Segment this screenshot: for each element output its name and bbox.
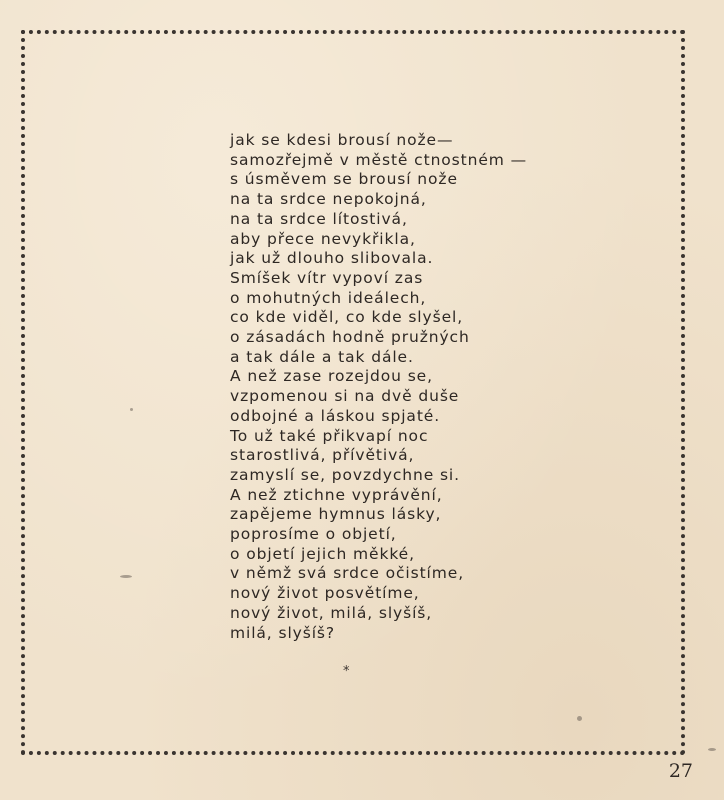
poem-line: To už také přikvapí noc	[230, 426, 429, 445]
poem-line: v němž svá srdce očistíme,	[230, 564, 465, 583]
poem-line: na ta srdce lítostivá,	[230, 209, 408, 228]
page-number: 27	[668, 760, 693, 782]
poem-line: milá, slyšíš?	[230, 623, 336, 642]
poem-line: o zásadách hodně pružných	[230, 328, 470, 347]
poem-line: starostlivá, přívětivá,	[230, 446, 415, 465]
poem-line: o mohutných ideálech,	[230, 288, 427, 307]
poem-line: odbojné a láskou spjaté.	[230, 406, 441, 425]
poem-line: a tak dále a tak dále.	[230, 347, 414, 366]
poem-line: jak už dlouho slibovala.	[230, 249, 434, 268]
poem-line: aby přece nevykřikla,	[230, 229, 416, 248]
poem-line: nový život, milá, slyšíš,	[230, 603, 433, 622]
paper-speck	[120, 575, 132, 578]
paper-speck	[708, 748, 716, 751]
poem-text	[230, 131, 527, 643]
poem-line: vzpomenou si na dvě duše	[230, 387, 460, 406]
poem-line: zamyslí se, povzdychne si.	[230, 465, 460, 484]
poem-line: co kde viděl, co kde slyšel,	[230, 308, 464, 327]
poem-line: zapějeme hymnus lásky,	[230, 505, 442, 524]
poem-line: na ta srdce nepokojná,	[230, 190, 427, 209]
poem-line: nový život posvětíme,	[230, 584, 420, 603]
paper-speck	[130, 408, 133, 411]
poem-line: o objetí jejich měkké,	[230, 544, 415, 563]
poem-line: Smíšek vítr vypoví zas	[230, 268, 424, 287]
poem-line: A než ztichne vyprávění,	[230, 485, 443, 504]
section-separator-star: *	[343, 664, 350, 679]
poem-line: poprosíme o objetí,	[230, 525, 397, 544]
poem-line: s úsměvem se brousí nože	[230, 170, 458, 189]
poem-line: A než zase rozejdou se,	[230, 367, 433, 386]
paper-speck	[577, 716, 582, 721]
poem-line: jak se kdesi brousí nože—	[230, 131, 454, 149]
poem-line: samozřejmě v městě ctnostném —	[230, 150, 528, 169]
